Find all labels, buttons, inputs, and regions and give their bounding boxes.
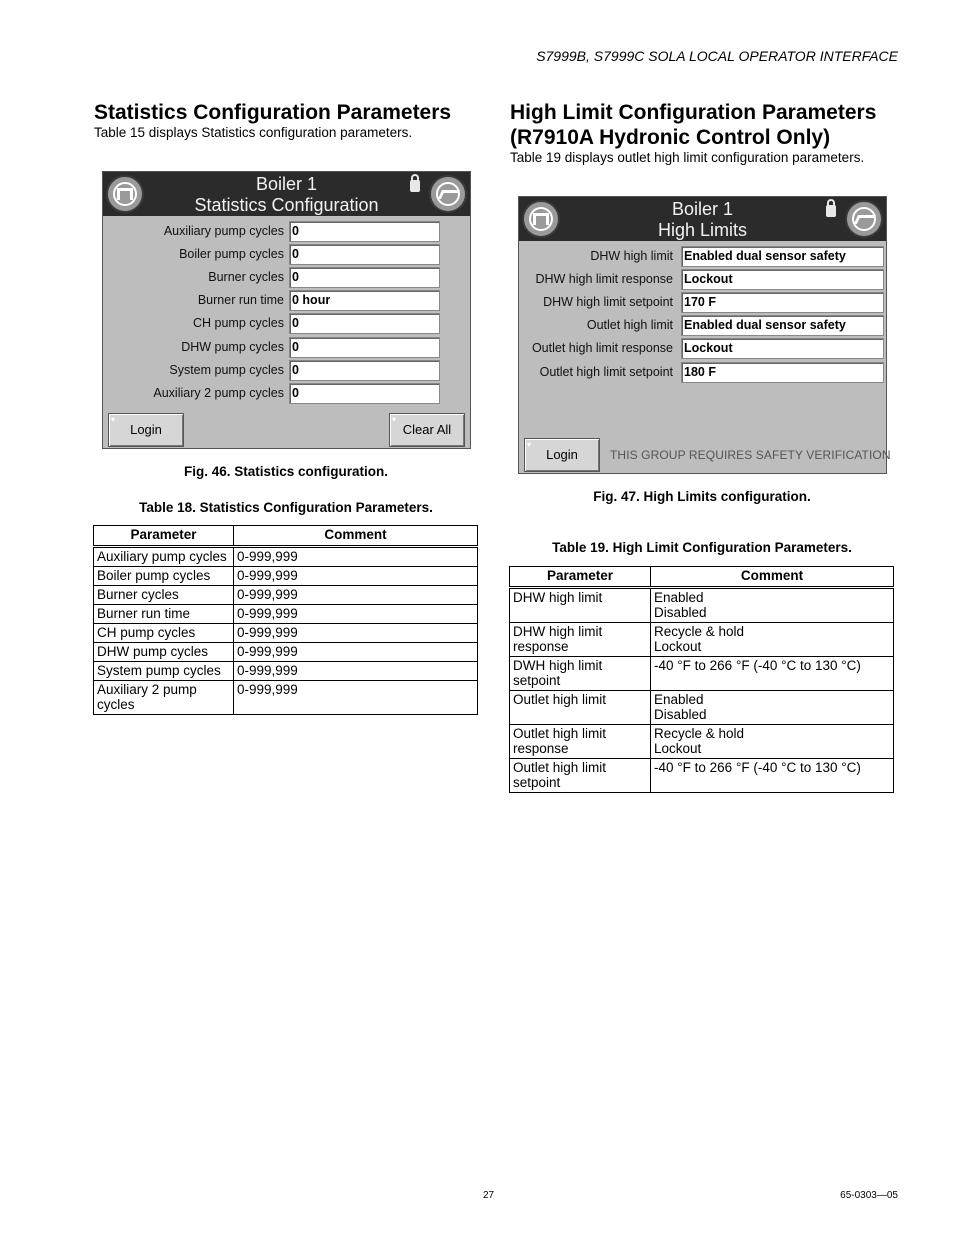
fig46-caption: Fig. 46. Statistics configuration.: [183, 464, 389, 479]
comment-cell: [234, 681, 478, 715]
field-value[interactable]: 0 hour: [289, 290, 440, 311]
table19-caption: Table 19. High Limit Configuration Parameters.: [552, 540, 852, 555]
table-row: [510, 691, 894, 725]
cell-text-line: 0-999,999: [237, 644, 298, 659]
cell-text-line: 0-999,999: [237, 549, 298, 564]
cell-text-line: Enabled: [654, 590, 704, 605]
cell-text-line: Recycle & hold: [654, 624, 745, 639]
field-label: DHW high limit response: [535, 272, 673, 287]
screen-row: [103, 337, 470, 359]
comment-cell: [651, 759, 894, 793]
screen-row: [519, 338, 886, 360]
document-number: 65-0303—05: [840, 1190, 898, 1201]
field-value[interactable]: 0: [289, 267, 440, 288]
clear-all-button[interactable]: ▾ Clear All: [389, 413, 465, 447]
comment-cell: [234, 643, 478, 662]
cell-text-line: Outlet high limit: [513, 726, 607, 741]
cell-text-line: DHW high limit: [513, 624, 603, 639]
cell-text-line: -40 °F to 266 °F (-40 °C to 130 °C): [654, 760, 861, 775]
parameter-cell: [510, 657, 651, 691]
parameter-cell: [510, 691, 651, 725]
field-value[interactable]: 170 F: [681, 292, 884, 313]
back-arrow-icon: [438, 190, 460, 199]
screen-header: [103, 172, 470, 216]
home-icon: [117, 188, 133, 200]
comment-cell: [651, 623, 894, 657]
field-label: Boiler pump cycles: [179, 247, 284, 262]
comment-cell: [651, 691, 894, 725]
field-label: DHW high limit: [590, 249, 673, 263]
cell-text-line: Auxiliary pump cycles: [97, 549, 227, 564]
table-row: [510, 725, 894, 759]
comment-cell: [234, 586, 478, 605]
cell-text-line: 0-999,999: [237, 663, 298, 678]
statistics-intro: Table 15 displays Statistics configuration parameters.: [94, 125, 413, 140]
cell-text-line: CH pump cycles: [97, 625, 196, 640]
statistics-screen: [102, 171, 471, 449]
cell-text-line: 0-999,999: [237, 625, 298, 640]
field-value[interactable]: 180 F: [681, 362, 884, 383]
table-row: [94, 681, 478, 715]
login-button[interactable]: ▾ Login: [524, 438, 600, 472]
table-row: [510, 623, 894, 657]
table-row: [510, 759, 894, 793]
cell-text-line: DHW high limit: [513, 590, 603, 605]
high-limit-intro: Table 19 displays outlet high limit configuration parameters.: [510, 150, 865, 165]
cell-text-line: setpoint: [513, 673, 561, 688]
field-value[interactable]: 0: [289, 337, 440, 358]
parameter-cell: [94, 567, 234, 586]
parameter-cell: [510, 588, 651, 623]
lock-icon: [410, 180, 420, 192]
cell-text-line: Recycle & hold: [654, 726, 745, 741]
field-value[interactable]: 0: [289, 360, 440, 381]
screen-row: [103, 313, 470, 335]
field-label: DHW high limit setpoint: [543, 295, 673, 310]
high-limit-section-title: [510, 100, 876, 150]
screen-row: [103, 360, 470, 382]
comment-cell: [234, 547, 478, 567]
parameter-cell: [94, 624, 234, 643]
screen-title-line1: Boiler 1: [255, 174, 318, 194]
parameter-cell: [94, 586, 234, 605]
field-label: Outlet high limit response: [531, 341, 673, 356]
cell-text-line: 0-999,999: [237, 682, 298, 697]
back-button[interactable]: [429, 175, 467, 213]
field-label: CH pump cycles: [193, 316, 284, 331]
comment-cell: [651, 657, 894, 691]
table-row: [94, 567, 478, 586]
home-button[interactable]: [106, 175, 144, 213]
cell-text-line: Disabled: [654, 605, 707, 620]
cell-text-line: System pump cycles: [97, 663, 221, 678]
table-row: [94, 662, 478, 681]
parameter-cell: [94, 662, 234, 681]
screen-row: [519, 292, 886, 314]
cell-text-line: setpoint: [513, 775, 561, 790]
cell-text-line: Outlet high limit: [513, 692, 607, 707]
table-row: [94, 624, 478, 643]
screen-row: [103, 221, 470, 243]
field-label: Outlet high limit setpoint: [539, 364, 673, 379]
field-label: Auxiliary pump cycles: [163, 224, 284, 238]
screen-header: [519, 197, 886, 241]
table-row: [510, 657, 894, 691]
cell-text-line: Outlet high limit: [513, 760, 607, 775]
comment-cell: [651, 588, 894, 623]
cell-text-line: Lockout: [654, 741, 702, 756]
screen-row: [103, 383, 470, 405]
screen-row: [519, 269, 886, 291]
comment-cell: [234, 624, 478, 643]
high-limits-screen: [518, 196, 891, 474]
field-label: System pump cycles: [169, 362, 284, 377]
cell-text-line: Burner run time: [97, 606, 191, 621]
field-value[interactable]: 0: [289, 383, 440, 404]
page-number: 27: [483, 1190, 495, 1201]
table-row: [94, 643, 478, 662]
field-value[interactable]: 0: [289, 313, 440, 334]
field-value[interactable]: Lockout: [681, 269, 884, 290]
screen-row: [519, 246, 886, 268]
lock-icon: [826, 205, 836, 217]
screen-row: [103, 244, 470, 266]
home-icon: [533, 213, 549, 225]
comment-cell: [651, 725, 894, 759]
cell-text-line: -40 °F to 266 °F (-40 °C to 130 °C): [654, 658, 861, 673]
comment-cell: [234, 605, 478, 624]
cell-text-line: Enabled: [654, 692, 704, 707]
parameter-cell: [510, 759, 651, 793]
field-label: Burner cycles: [208, 270, 284, 285]
cell-text-line: 0-999,999: [237, 568, 298, 583]
cell-text-line: 0-999,999: [237, 606, 298, 621]
statistics-section-title: Statistics Configuration Parameters: [94, 101, 452, 124]
safety-verification-note: THIS GROUP REQUIRES SAFETY VERIFICATION: [610, 448, 891, 462]
table18-caption: Table 18. Statistics Configuration Parameters.: [139, 500, 433, 515]
column-header: Parameter: [94, 526, 234, 547]
screen-row: [103, 267, 470, 289]
parameter-cell: [94, 681, 234, 715]
table-row: [94, 547, 478, 567]
fig47-caption: Fig. 47. High Limits configuration.: [593, 489, 811, 504]
screen-row: [103, 290, 470, 312]
cell-text-line: response: [513, 741, 569, 756]
cell-text-line: Burner cycles: [97, 587, 179, 602]
cell-text-line: DWH high limit: [513, 658, 603, 673]
table-row: [94, 605, 478, 624]
cell-text-line: 0-999,999: [237, 587, 298, 602]
screen-title-line1: Boiler 1: [671, 199, 734, 219]
screen-title-line2: Statistics Configuration: [194, 195, 379, 215]
back-arrow-icon: [854, 215, 876, 224]
table-row: [94, 586, 478, 605]
running-header: S7999B, S7999C SOLA LOCAL OPERATOR INTERFACE: [536, 48, 898, 64]
field-value[interactable]: Enabled dual sensor safety: [681, 246, 884, 267]
login-button[interactable]: ▾ Login: [108, 413, 184, 447]
screen-row: [519, 315, 886, 337]
field-label: Outlet high limit: [586, 318, 673, 333]
screen-title-line2: High Limits: [657, 220, 748, 240]
cell-text-line: Auxiliary 2 pump cycles: [97, 682, 197, 712]
column-header: Comment: [651, 567, 894, 588]
comment-cell: [234, 662, 478, 681]
statistics-table: [93, 525, 478, 715]
high-limit-title-line1: High Limit Configuration Parameters: [510, 101, 877, 124]
field-value[interactable]: 0: [289, 244, 440, 265]
parameter-cell: [510, 725, 651, 759]
comment-cell: [234, 567, 478, 586]
field-label: DHW pump cycles: [181, 339, 284, 354]
cell-text-line: Lockout: [654, 639, 702, 654]
table-row: [510, 588, 894, 623]
parameter-cell: [94, 547, 234, 567]
field-value[interactable]: Enabled dual sensor safety: [681, 315, 884, 336]
parameter-cell: [94, 643, 234, 662]
cell-text-line: response: [513, 639, 569, 654]
field-label: Burner run time: [197, 293, 284, 308]
field-label: Auxiliary 2 pump cycles: [153, 385, 284, 400]
field-value[interactable]: Lockout: [681, 338, 884, 359]
column-header: Comment: [234, 526, 478, 547]
screen-row: [519, 362, 886, 384]
column-header: Parameter: [510, 567, 651, 588]
field-value[interactable]: 0: [289, 221, 440, 242]
high-limit-title-line2: (R7910A Hydronic Control Only): [510, 126, 831, 149]
high-limit-table: [509, 566, 894, 793]
home-button[interactable]: [522, 200, 560, 238]
back-button[interactable]: [845, 200, 883, 238]
parameter-cell: [510, 623, 651, 657]
cell-text-line: Disabled: [654, 707, 707, 722]
parameter-cell: [94, 605, 234, 624]
cell-text-line: DHW pump cycles: [97, 644, 209, 659]
cell-text-line: Boiler pump cycles: [97, 568, 211, 583]
